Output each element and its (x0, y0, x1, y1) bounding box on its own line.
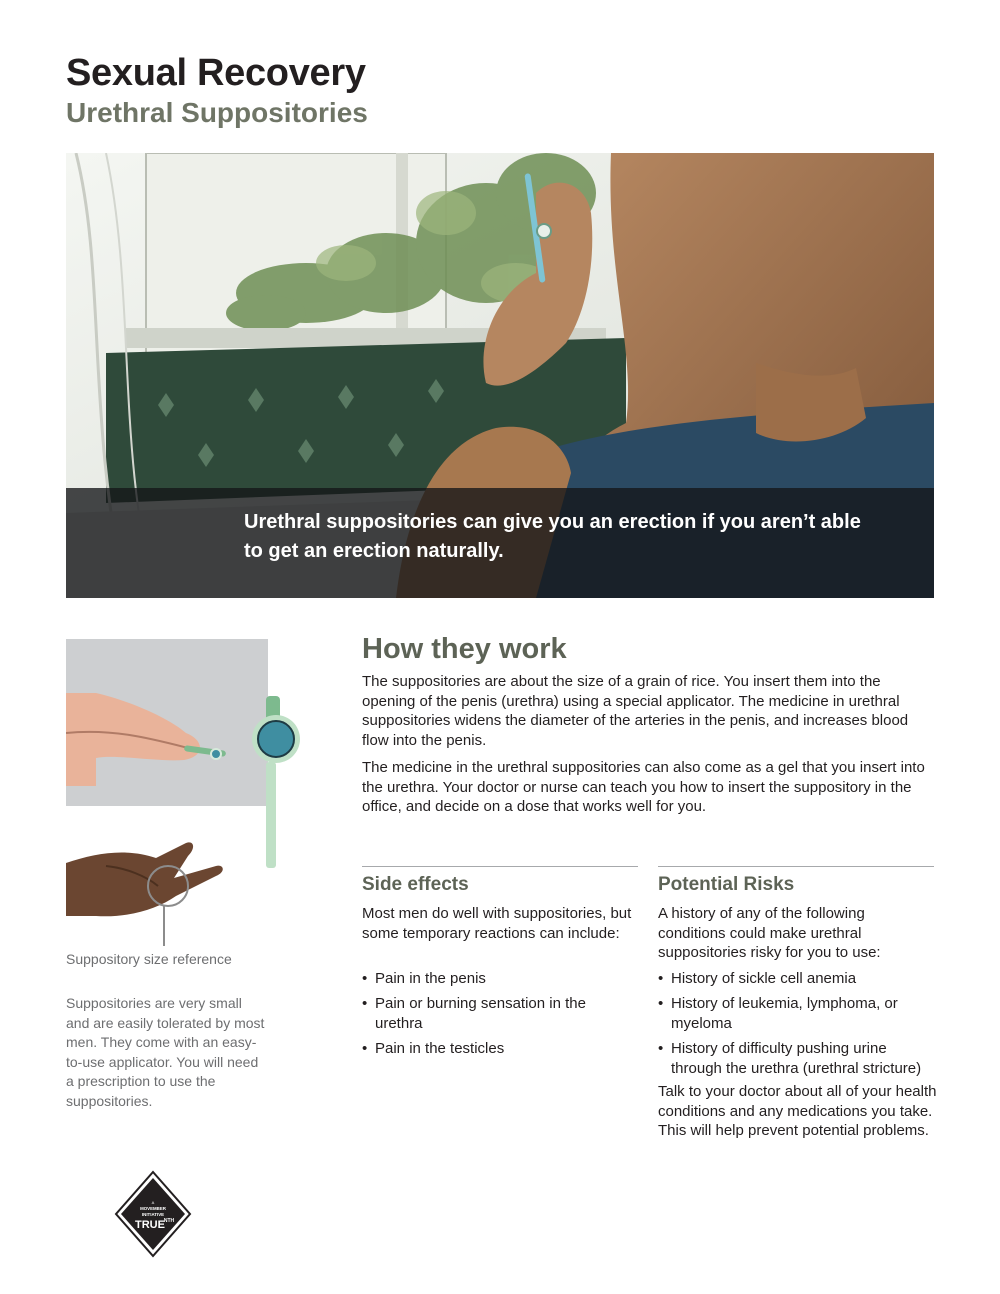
potential-risks-list (658, 969, 938, 1084)
suppository-size-svg (66, 638, 316, 948)
figure-caption: Suppository size reference (66, 951, 232, 967)
potential-risks-divider (658, 866, 934, 867)
side-effects-list (362, 969, 632, 1064)
list-item: • History of leukemia, lymphoma, or myeloma (658, 994, 938, 1033)
truenth-logo (114, 1170, 192, 1258)
side-effects-divider (362, 866, 638, 867)
truenth-logo-mark (114, 1170, 192, 1258)
hero-caption-text: Urethral suppositories can give you an erection if you aren’t able to get an erection naturally. (244, 511, 861, 562)
svg-text:MOVEMBER: MOVEMBER (140, 1206, 166, 1211)
potential-risks-intro: A history of any of the following conditions could make urethral suppositories risky for you to use: (658, 905, 881, 962)
hero-caption-band (66, 488, 934, 598)
page-subtitle: Urethral Suppositories (66, 97, 368, 128)
svg-text:TRUE: TRUE (135, 1219, 165, 1231)
list-item: • Pain or burning sensation in the urethra (362, 994, 632, 1033)
list-item: • History of sickle cell anemia (658, 969, 938, 989)
svg-text:NTH: NTH (163, 1218, 175, 1224)
potential-risks-outro: Talk to your doctor about all of your health conditions and any medications you take. This will help prevent potential problems. (658, 1083, 937, 1140)
side-effects-heading: Side effects (362, 874, 469, 895)
svg-text:A: A (151, 1200, 155, 1205)
how-they-work-heading: How they work (362, 633, 567, 665)
how-they-work-paragraph-1: The suppositories are about the size of a grain of rice. You insert them into the opening of the penis (urethra) using a special applicator. The medicine in urethral suppositories widens the diameter of the arteries in the penis, and increases blood flow into the penis. (362, 673, 909, 749)
suppository-size-illustration (66, 638, 316, 948)
side-effects-intro: Most men do well with suppositories, but some temporary reactions can include: (362, 905, 632, 942)
sidebar-text: Suppositories are very small and are easily tolerated by most men. They come with an easy-to-use applicator. You will need a prescription to use the suppositories. (66, 995, 265, 1109)
potential-risks-heading: Potential Risks (658, 874, 795, 895)
list-item: • Pain in the testicles (362, 1039, 632, 1059)
svg-text:INITIATIVE: INITIATIVE (141, 1212, 165, 1217)
how-they-work-paragraph-2: The medicine in the urethral suppositories can also come as a gel that you insert into the urethra. Your doctor or nurse can teach you how to insert the suppository in the office, and decide on a dose that works well for you. (362, 759, 925, 816)
list-item: • History of difficulty pushing urine through the urethra (urethral stricture) (658, 1039, 938, 1078)
list-item: • Pain in the penis (362, 969, 632, 989)
page-title: Sexual Recovery (66, 52, 366, 94)
hero-image (66, 153, 934, 598)
